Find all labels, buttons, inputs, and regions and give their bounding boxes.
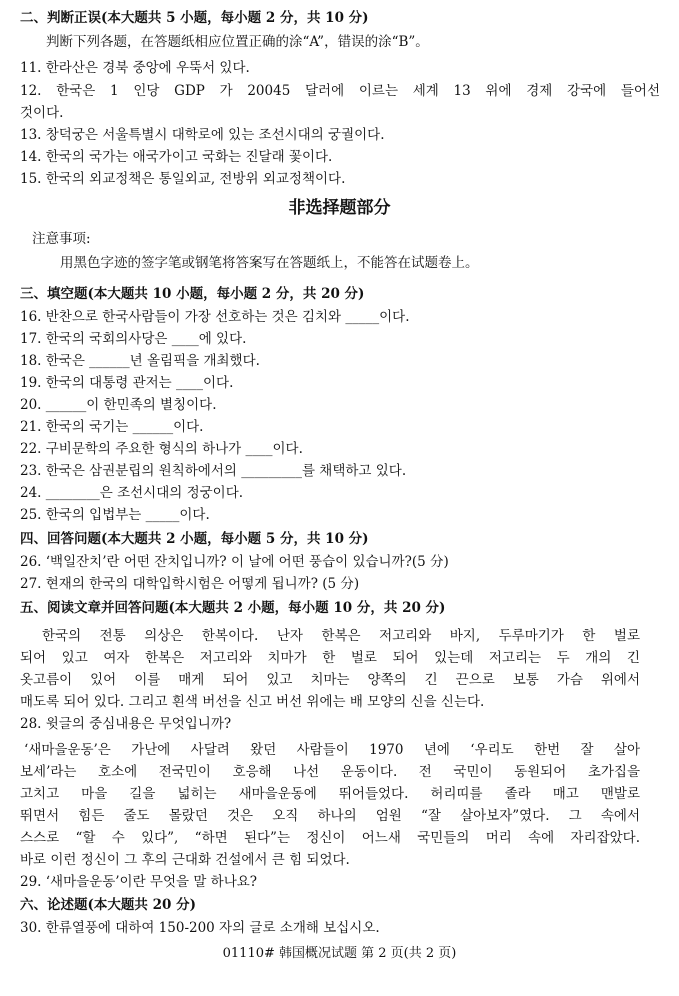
question-item: 13. 창덕궁은 서울특별시 대학로에 있는 조선시대의 궁궐이다. [20, 127, 385, 143]
question-item: 12. 한국은 1 인당 GDP 가 20045 달러에 이르는 세계 13 위에 경제 강국에 들어선 [20, 83, 660, 99]
question-item: 22. 구비문학의 주요한 형식의 하나가 ____이다. [20, 441, 303, 457]
passage-line: 고치고 마을 길을 넓히는 새마을운동에 뛰어들었다. 허리띠를 졸라 매고 맨발로 [20, 786, 640, 802]
passage-line: 매도록 되어 있다. 그리고 흰색 버선을 신고 버선 위에는 배 모양의 신을 신는다. [20, 694, 485, 710]
question-item: 26. ‘백일잔치’란 어떤 잔치입니까? 이 날에 어떤 풍습이 있습니까?(5 分) [20, 554, 449, 570]
question-item-continued: 것이다. [20, 105, 64, 121]
question-item: 21. 한국의 국기는 ______이다. [20, 419, 204, 435]
passage-line: 한국의 전통 의상은 한복이다. 난자 한복은 저고리와 바지, 두루마기가 한 벌로 [42, 628, 640, 644]
question-item: 28. 윗글의 중심내용은 무엇입니까? [20, 716, 232, 732]
passage-line: 되어 있고 여자 한복은 저고리와 치마가 한 벌로 되어 있는데 저고리는 두 개의 긴 [20, 650, 640, 666]
notice-label: 注意事项: [32, 231, 91, 247]
question-item: 19. 한국의 대통령 관저는 ____이다. [20, 375, 234, 391]
passage-line: 스스로 “할 수 있다”, “하면 된다”는 정신이 어느새 국민들의 머리 속에 자리잡았다. [20, 830, 640, 846]
passage-line: 바로 이런 정신이 그 후의 근대화 건설에서 큰 힘 되었다. [20, 852, 350, 868]
passage-line: 옷고름이 있어 이를 매게 되어 있고 치마는 양쪽의 긴 끈으로 보통 가슴 위에서 [20, 672, 640, 688]
section-header-fill-blank: 三、填空题(本大题共 10 小题，每小题 2 分，共 20 分) [20, 286, 365, 302]
passage-line: ‘새마을운동’은 가난에 사달려 왔던 사람들이 1970 년에 ‘우리도 한번 잘 살아 [24, 742, 640, 758]
section-header-essay: 六、论述题(本大题共 20 分) [20, 897, 196, 913]
question-item: 20. ______이 한민족의 별칭이다. [20, 397, 217, 413]
section-header-judgement: 二、判断正误(本大题共 5 小题，每小题 2 分，共 10 分) [20, 10, 369, 26]
question-item: 30. 한류열풍에 대하여 150-200 자의 글로 소개해 보십시오. [20, 920, 380, 936]
judgement-instruction: 判断下列各题，在答题纸相应位置正确的涂“A”，错误的涂“B”。 [46, 34, 429, 50]
passage-line: 보세’라는 호소에 전국민이 호응해 나선 운동이다. 전 국민이 동원되어 초가집을 [20, 764, 640, 780]
question-item: 16. 반찬으로 한국사람들이 가장 선호하는 것은 김치와 _____이다. [20, 309, 410, 325]
question-item: 17. 한국의 국회의사당은 ____에 있다. [20, 331, 247, 347]
nonchoice-title: 非选择题部分 [288, 198, 391, 218]
question-item: 25. 한국의 입법부는 _____이다. [20, 507, 210, 523]
notice-text: 用黑色字迹的签字笔或钢笔将答案写在答题纸上，不能答在试题卷上。 [60, 255, 479, 271]
question-item: 29. ‘새마을운동’이란 무엇을 말 하나요? [20, 874, 258, 890]
question-item: 14. 한국의 국가는 애국가이고 국화는 진달래 꽃이다. [20, 149, 333, 165]
section-header-answer: 四、回答问题(本大题共 2 小题，每小题 5 分，共 10 分) [20, 531, 369, 547]
page-footer: 01110# 韩国概况试题 第 2 页(共 2 页) [222, 946, 457, 961]
question-item: 27. 현재의 한국의 대학입학시험은 어떻게 됩니까? (5 分) [20, 576, 360, 592]
question-item: 15. 한국의 외교정책은 통일외교, 전방위 외교정책이다. [20, 171, 346, 187]
question-item: 24. ________은 조선시대의 정궁이다. [20, 485, 244, 501]
question-item: 23. 한국은 삼권분립의 원칙하에서의 _________를 채택하고 있다. [20, 463, 407, 479]
question-item: 18. 한국은 ______년 올림픽을 개최했다. [20, 353, 260, 369]
passage-line: 뛰면서 힘든 줄도 몰랐던 것은 오직 하나의 엄원 “잘 살아보자”였다. 그 속에서 [20, 808, 640, 824]
question-item: 11. 한라산은 경북 중앙에 우뚝서 있다. [20, 60, 250, 76]
section-header-reading: 五、阅读文章并回答问题(本大题共 2 小题，每小题 10 分，共 20 分) [20, 600, 446, 616]
